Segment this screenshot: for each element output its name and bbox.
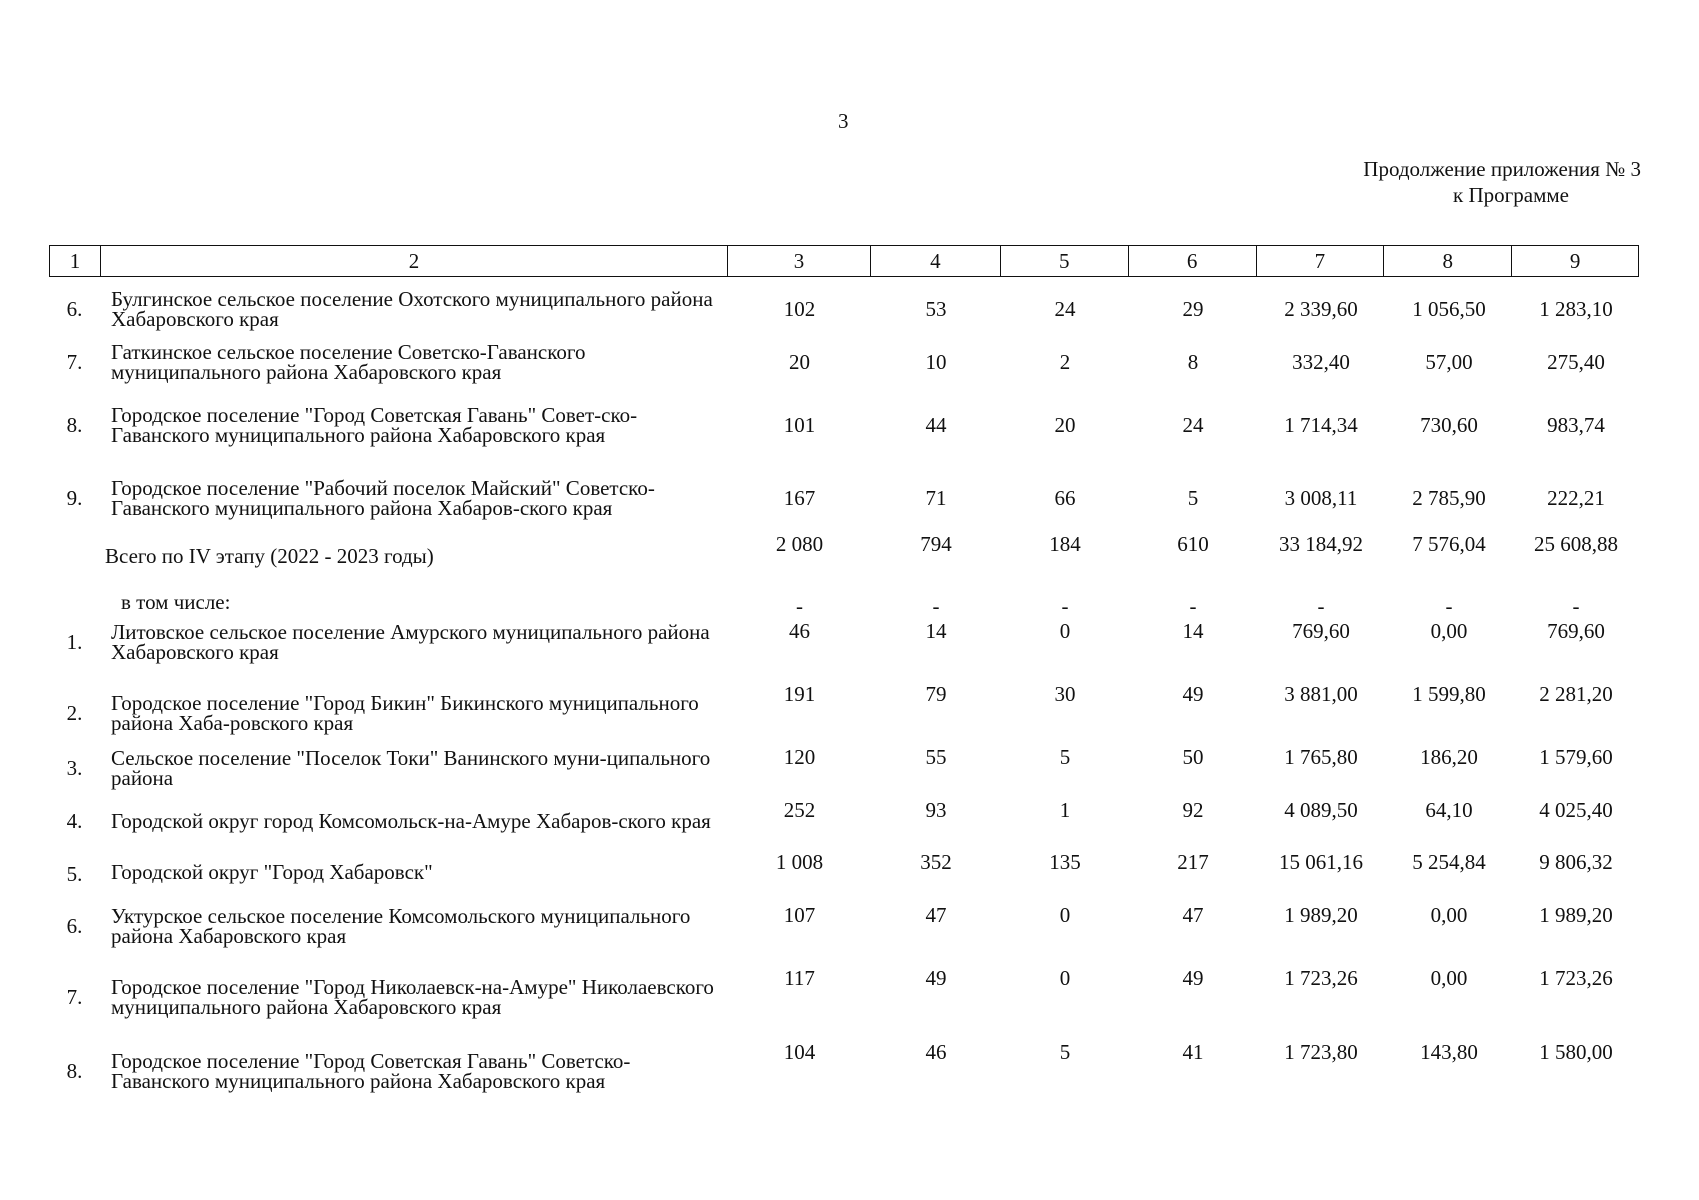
header-col-5: 5: [1001, 246, 1129, 276]
row-name: Сельское поселение "Поселок Токи" Ванинского муни-ципального района: [111, 746, 711, 790]
cell: 5: [1059, 745, 1071, 769]
cell: 3 881,00: [1284, 682, 1358, 706]
header-col-3: 3: [728, 246, 871, 276]
row-name: Гаткинское сельское поселение Советско-Гаванского муниципального района Хабаровского края: [111, 340, 586, 384]
cell: 30: [1054, 682, 1076, 706]
cell: -: [1061, 594, 1069, 618]
row-name: Городское поселение "Рабочий поселок Майский" Советско-Гаванского муниципального района Хабаров-ского края: [111, 476, 655, 520]
table-row: [49, 393, 1639, 457]
table-row: [49, 1038, 1639, 1104]
cell: 55: [925, 745, 947, 769]
table-row: [49, 796, 1639, 846]
table-row: [49, 743, 1639, 793]
including-row: [49, 592, 1639, 618]
cell: 101: [783, 412, 816, 437]
row-number: 7.: [66, 349, 83, 374]
appendix-caption: [1221, 156, 1641, 208]
cell: 93: [925, 798, 947, 822]
cell: 49: [1182, 682, 1204, 706]
cell: 71: [925, 485, 947, 510]
cell: 1 989,20: [1539, 903, 1613, 927]
cell: 33 184,92: [1279, 532, 1363, 556]
total-row: [49, 530, 1639, 560]
spacer: [49, 530, 100, 560]
spacer: [100, 592, 728, 618]
table-row: [49, 901, 1639, 951]
cell: 1 056,50: [1412, 296, 1486, 321]
cell: -: [932, 594, 940, 618]
cell: 0,00: [1430, 903, 1468, 927]
cell: 8: [1187, 349, 1199, 374]
cell: 610: [1177, 532, 1209, 556]
cell: 135: [1049, 850, 1081, 874]
cell: 0,00: [1430, 966, 1468, 990]
cell: 1 008: [775, 850, 824, 874]
cell: 275,40: [1547, 349, 1605, 374]
cell: 66: [1054, 485, 1076, 510]
cell: 50: [1182, 745, 1204, 769]
row-number: 9.: [66, 485, 83, 510]
cell: 222,21: [1547, 485, 1605, 510]
cell: 29: [1182, 296, 1204, 321]
cell: 769,60: [1547, 619, 1605, 643]
row-number: 8.: [66, 1058, 83, 1083]
row-name: Уктурское сельское поселение Комсомольского муниципального района Хабаровского края: [111, 904, 691, 948]
cell: 117: [784, 966, 815, 990]
row-number: 4.: [66, 808, 83, 833]
cell: 10: [925, 349, 947, 374]
table-header: [49, 245, 1639, 277]
table-row: [49, 287, 1639, 331]
cell: 1 723,26: [1539, 966, 1613, 990]
cell: 1: [1059, 798, 1071, 822]
header-col-1: 1: [50, 246, 101, 276]
cell: 167: [783, 485, 816, 510]
cell: 730,60: [1420, 412, 1478, 437]
cell: 24: [1182, 412, 1204, 437]
cell: 1 580,00: [1539, 1040, 1613, 1064]
table-row: [49, 964, 1639, 1030]
table-row: [49, 466, 1639, 530]
table-row: [49, 340, 1639, 384]
cell: 352: [920, 850, 952, 874]
cell: 794: [920, 532, 952, 556]
cell: 3 008,11: [1284, 485, 1358, 510]
cell: -: [1445, 594, 1453, 618]
cell: 102: [783, 296, 816, 321]
cell: 15 061,16: [1279, 850, 1363, 874]
cell: 1 723,26: [1284, 966, 1358, 990]
cell: -: [1317, 594, 1325, 618]
row-number: 2.: [66, 700, 83, 725]
header-col-6: 6: [1129, 246, 1257, 276]
cell: 2 281,20: [1539, 682, 1613, 706]
cell: 186,20: [1420, 745, 1478, 769]
cell: 49: [925, 966, 947, 990]
cell: 191: [783, 682, 816, 706]
cell: 1 989,20: [1284, 903, 1358, 927]
cell: 92: [1182, 798, 1204, 822]
row-name: Булгинское сельское поселение Охотского муниципального района Хабаровского края: [111, 287, 713, 331]
cell: 332,40: [1292, 349, 1350, 374]
cell: 49: [1182, 966, 1204, 990]
cell: 0: [1059, 966, 1071, 990]
cell: 14: [1182, 619, 1204, 643]
including-label: в том числе:: [121, 590, 231, 614]
cell: 252: [783, 798, 816, 822]
row-number: 8.: [66, 412, 83, 437]
row-number: 1.: [66, 629, 83, 654]
row-number: 6.: [66, 913, 83, 938]
cell: 1 283,10: [1539, 296, 1613, 321]
cell: -: [1572, 594, 1580, 618]
page-number: 3: [838, 109, 849, 133]
cell: 7 576,04: [1412, 532, 1486, 556]
cell: 79: [925, 682, 947, 706]
cell: 104: [783, 1040, 816, 1064]
cell: 20: [1054, 412, 1076, 437]
cell: 46: [925, 1040, 947, 1064]
cell: 5: [1187, 485, 1199, 510]
row-name: Литовское сельское поселение Амурского муниципального района Хабаровского края: [111, 620, 710, 664]
row-number: 6.: [66, 296, 83, 321]
table-row: [49, 680, 1639, 746]
cell: 120: [783, 745, 816, 769]
cell: 46: [789, 619, 810, 643]
cell: 44: [925, 412, 947, 437]
cell: 24: [1054, 296, 1076, 321]
row-name: Городское поселение "Город Советская Гавань" Советско-Гаванского муниципального района Хабаровского края: [111, 1049, 631, 1093]
cell: 9 806,32: [1539, 850, 1613, 874]
cell: 1 599,80: [1412, 682, 1486, 706]
row-name: Городское поселение "Город Бикин" Бикинского муниципального района Хаба-ровского края: [111, 691, 699, 735]
cell: 25 608,88: [1534, 532, 1618, 556]
header-col-2: 2: [101, 246, 728, 276]
row-name: Городской округ "Город Хабаровск": [111, 860, 433, 884]
cell: 2 339,60: [1284, 296, 1358, 321]
table-row: [49, 848, 1639, 898]
cell: 4 025,40: [1539, 798, 1613, 822]
cell: 47: [925, 903, 947, 927]
row-number: 5.: [66, 862, 83, 886]
cell: 14: [925, 619, 947, 643]
cell: 143,80: [1420, 1040, 1478, 1064]
cell: 1 579,60: [1539, 745, 1613, 769]
cell: 5: [1059, 1040, 1071, 1064]
header-col-4: 4: [871, 246, 1001, 276]
cell: 2 080: [775, 532, 824, 556]
cell: 0: [1059, 903, 1071, 927]
row-number: 3.: [66, 755, 83, 780]
cell: 20: [789, 349, 810, 374]
row-name: Городское поселение "Город Советская Гавань" Совет-ско-Гаванского муниципального района Хабаровского края: [111, 403, 638, 447]
row-number: 7.: [66, 984, 83, 1009]
cell: 769,60: [1292, 619, 1350, 643]
cell: 0,00: [1430, 619, 1468, 643]
cell: 64,10: [1425, 798, 1473, 822]
cell: 107: [783, 903, 816, 927]
row-name: Городской округ город Комсомольск-на-Амуре Хабаров-ского края: [111, 809, 711, 833]
cell: 217: [1177, 850, 1209, 874]
cell: 1 723,80: [1284, 1040, 1358, 1064]
cell: -: [1189, 594, 1197, 618]
cell: 41: [1182, 1040, 1204, 1064]
cell: 184: [1049, 532, 1081, 556]
header-col-8: 8: [1384, 246, 1512, 276]
header-col-7: 7: [1257, 246, 1385, 276]
cell: 1 714,34: [1284, 412, 1358, 437]
appendix-line-1: Продолжение приложения № 3: [1363, 157, 1641, 181]
cell: 47: [1182, 903, 1204, 927]
row-name: Городское поселение "Город Николаевск-на-Амуре" Николаевского муниципального района Хабаровского края: [111, 975, 714, 1019]
cell: 53: [925, 296, 947, 321]
appendix-line-2: к Программе: [1453, 183, 1569, 207]
cell: 5 254,84: [1412, 850, 1486, 874]
cell: 0: [1059, 619, 1071, 643]
header-col-9: 9: [1569, 248, 1581, 273]
table-row: [49, 617, 1639, 667]
cell: 4 089,50: [1284, 798, 1358, 822]
spacer: [100, 530, 728, 560]
spacer: [49, 592, 100, 618]
cell: 2 785,90: [1412, 485, 1486, 510]
total-label: Всего по IV этапу (2022 - 2023 годы): [105, 544, 434, 568]
cell: -: [796, 594, 803, 618]
cell: 983,74: [1547, 412, 1605, 437]
cell: 57,00: [1425, 349, 1473, 374]
cell: 1 765,80: [1284, 745, 1358, 769]
cell: 2: [1059, 349, 1071, 374]
